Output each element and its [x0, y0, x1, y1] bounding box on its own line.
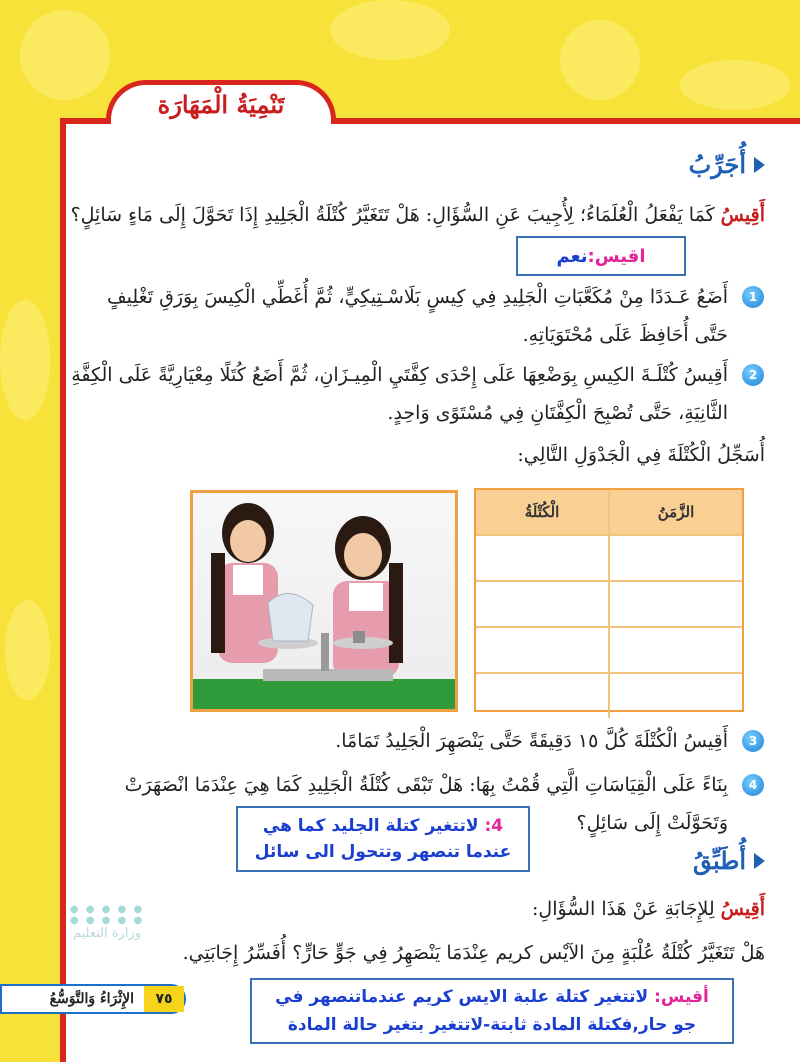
- header-tab: [106, 80, 336, 124]
- answer-box-final[interactable]: [250, 978, 734, 1044]
- step-number-4: 4: [742, 774, 764, 796]
- bg-decoration: [560, 20, 640, 100]
- bg-decoration: [20, 10, 110, 100]
- apply-question: هَلْ تَتَغَيَّرُ كُتْلَةُ عُلْبَةٍ مِنَ الآيْس كريم عِنْدَمَا يَنْصَهِرُ فِي جَوٍّ حَارٍّ؟ أُفَسِّرُ إِجَابَتِي.: [182, 942, 765, 964]
- step-number-3: 3: [742, 730, 764, 752]
- step-3: [64, 722, 764, 760]
- step-4-text: بِنَاءً عَلَى الْقِيَاسَاتِ الَّتِي قُمْتُ بِهَا: هَلْ تَبْقَى كُتْلَةُ الْجَلِيدِ كَمَا هِيَ عِنْدَمَا انْصَهَرَتْ وَتَحَوَّلَتْ إِلَى سَائِلٍ؟: [124, 774, 728, 834]
- section-heading-try: [689, 150, 765, 179]
- section-title-try: أُجَرِّبُ: [688, 150, 746, 179]
- mass-table: [474, 488, 744, 712]
- table-header-row: [476, 490, 742, 536]
- step-3-text: أَقِيسُ الْكُتْلَةَ كُلَّ ١٥ دَقِيقَةً حَتَّى يَنْصَهِرَ الْجَلِيدُ تَمَامًا.: [335, 730, 728, 752]
- table-cell[interactable]: [608, 674, 742, 718]
- bg-decoration: [0, 300, 50, 420]
- step-2: [64, 356, 764, 432]
- intro-keyword: أَقِيسُ: [720, 204, 765, 226]
- apply-keyword: أَقِيسُ: [720, 898, 765, 920]
- step-1: [64, 278, 764, 354]
- step-2-text: أَقِيسُ كُتْلَـةَ الكِيسِ بِوَضْعِهَا عَلَى إِحْدَى كِفَّتَيِ الْمِيـزَانِ، ثُمَّ أَضَعُ كُتَلًا مِعْيَارِيَّةً عَلَى الْكِفَّةِ الثَّانِيَةِ، حَتَّى تُصْبِحَ الْكِفَّتَانِ فِي مُسْتَوًى وَاحِدٍ.: [71, 364, 728, 424]
- watermark-text: وزارة التعليم: [72, 926, 142, 941]
- table-cell[interactable]: [608, 628, 742, 672]
- answer-1-text: نعم: [556, 245, 588, 267]
- footer-badge: [0, 984, 186, 1014]
- triangle-marker-icon: [754, 157, 765, 173]
- record-line: أُسَجِّلُ الْكُتْلَةَ فِي الْجَدْوَلِ التَّالِي:: [517, 444, 765, 466]
- step-1-text: أَضَعُ عَـدَدًا مِنْ مُكَعَّبَاتِ الْجَلِيدِ فِي كِيسٍ بَلَاسْـتِيكِيٍّ، ثُمَّ أُغَطِّي الْكِيسَ بِوَرَقِ تَغْلِيفٍ حَتَّى أُحَافِظَ عَلَى مُحْتَوَيَاتِهِ.: [106, 286, 728, 346]
- answer-final-text: لاتتغير كتلة علبة الايس كريم عندماتنصهر في جو حار,فكتلة المادة ثابتة-لاتتغير بتغير حالة المادة: [275, 987, 697, 1035]
- page-title: تَنْمِيَةُ الْمَهَارَة: [157, 90, 285, 119]
- table-header-time: الزَّمَنُ: [608, 490, 742, 534]
- answer-4-text: لاتتغير كتلة الجليد كما هي عندما تنصهر وتتحول الى سائل: [254, 816, 512, 862]
- girls-with-scale-illustration: [193, 493, 455, 709]
- ministry-watermark: [52, 904, 162, 941]
- bg-decoration: [330, 0, 450, 60]
- answer-4-label: 4:: [484, 816, 504, 836]
- table-cell[interactable]: [476, 582, 608, 626]
- table-cell[interactable]: [608, 582, 742, 626]
- step-number-2: 2: [742, 364, 764, 386]
- answer-final-label: أقيس:: [654, 987, 709, 1007]
- section-heading-apply: [693, 846, 765, 875]
- table-row: [476, 582, 742, 628]
- footer-label: الإِثْرَاءُ وَالتَّوَسُّعُ: [49, 991, 134, 1007]
- intro-text: كَمَا يَفْعَلُ الْعُلَمَاءُ؛ لِأُجِيبَ عَنِ السُّؤَالِ: هَلْ تَتَغَيَّرُ كُتْلَةُ الْجَلِيدِ إِذَا تَحَوَّلَ إِلَى مَاءٍ سَائِلٍ؟: [70, 204, 721, 226]
- table-cell[interactable]: [476, 536, 608, 580]
- experiment-photo: [190, 490, 458, 712]
- bg-decoration: [680, 60, 790, 110]
- table-cell[interactable]: [476, 628, 608, 672]
- apply-paragraph: [65, 890, 765, 928]
- page-number: ٧٥: [144, 986, 184, 1012]
- bg-decoration: [5, 600, 50, 700]
- triangle-marker-icon: [754, 853, 765, 869]
- table-row: [476, 628, 742, 674]
- table-row: [476, 674, 742, 718]
- intro-paragraph: [65, 196, 765, 234]
- table-cell[interactable]: [608, 536, 742, 580]
- answer-box-1[interactable]: [516, 236, 686, 276]
- step-number-1: 1: [742, 286, 764, 308]
- table-header-mass: الْكُتْلَةُ: [524, 503, 560, 521]
- answer-box-4[interactable]: [236, 806, 530, 872]
- table-row: [476, 536, 742, 582]
- watermark-logo-icon: ● ● ● ● ● ● ● ● ● ●: [69, 904, 145, 926]
- section-title-apply: أُطَبِّقُ: [692, 846, 746, 875]
- table-cell[interactable]: [476, 674, 608, 718]
- answer-1-label: اقيس:: [587, 245, 646, 267]
- apply-text: لِلإِجَابَةِ عَنْ هَذَا السُّؤَالِ:: [531, 898, 721, 920]
